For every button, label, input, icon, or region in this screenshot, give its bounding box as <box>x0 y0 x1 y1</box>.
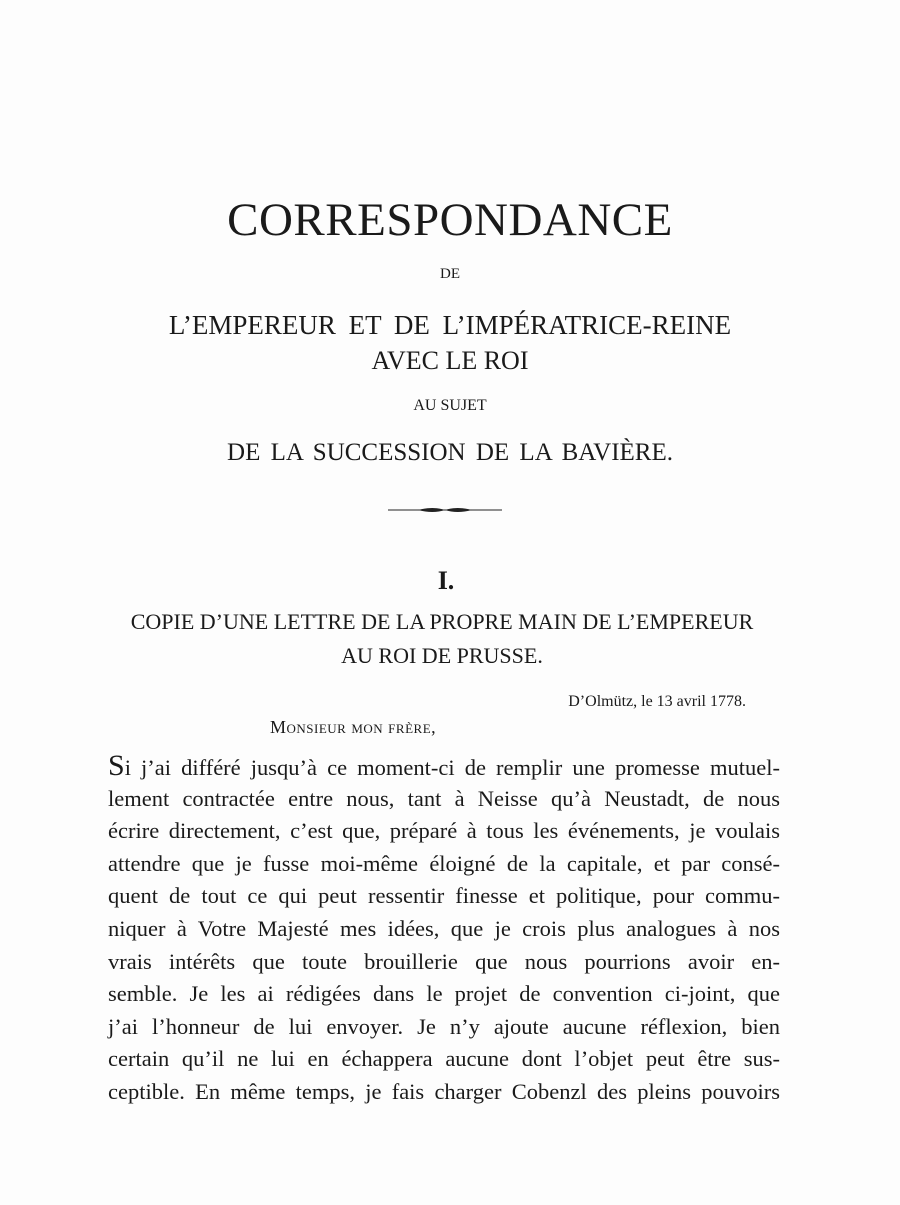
salutation: Monsieur mon frère, <box>270 717 437 737</box>
title-au-sujet: AU SUJET <box>413 397 487 414</box>
drop-letter: S <box>108 749 125 782</box>
title-connector: DE <box>440 266 460 282</box>
title-line-3: DE LA SUCCESSION DE LA BAVIÈRE. <box>227 439 673 466</box>
body-line: j’ai l’honneur de lui envoyer. Je n’y ajoute aucune réflexion, bien <box>108 1013 780 1039</box>
body-line: écrire directement, c’est que, préparé à tous les événements, je voulais <box>108 818 780 844</box>
ornament-divider <box>388 505 502 515</box>
section-number: I. <box>437 566 455 595</box>
letter-body <box>108 750 780 1109</box>
body-line: vrais intérêts que toute brouillerie que nous pourrions avoir en- <box>108 948 780 974</box>
body-line: certain qu’il ne lui en échappera aucune dont l’objet peut être sus- <box>108 1046 780 1072</box>
page-title: CORRESPONDANCE <box>227 194 673 246</box>
body-line: attendre que je fusse moi-même éloigné de la capitale, et par consé- <box>108 850 780 876</box>
body-line-text: i j’ai différé jusqu’à ce moment-ci de remplir une promesse mutuel- <box>124 755 780 780</box>
title-line-2: AVEC LE ROI <box>371 346 529 375</box>
body-line <box>108 750 780 783</box>
body-line: ceptible. En même temps, je fais charger Cobenzl des pleins pouvoirs <box>108 1078 780 1104</box>
dateline: D’Olmütz, le 13 avril 1778. <box>568 693 746 710</box>
body-line: semble. Je les ai rédigées dans le projet de convention ci-joint, que <box>108 981 780 1007</box>
section-title-line-2: AU ROI DE PRUSSE. <box>341 643 543 668</box>
section-title-line-1: COPIE D’UNE LETTRE DE LA PROPRE MAIN DE L’EMPEREUR <box>130 609 754 634</box>
body-line: niquer à Votre Majesté mes idées, que je crois plus analogues à nos <box>108 915 780 941</box>
body-line: lement contractée entre nous, tant à Neisse qu’à Neustadt, de nous <box>108 785 780 811</box>
title-line-1: L’EMPEREUR ET DE L’IMPÉRATRICE-REINE <box>168 310 732 340</box>
body-line: quent de tout ce qui peut ressentir finesse et politique, pour commu- <box>108 883 780 909</box>
